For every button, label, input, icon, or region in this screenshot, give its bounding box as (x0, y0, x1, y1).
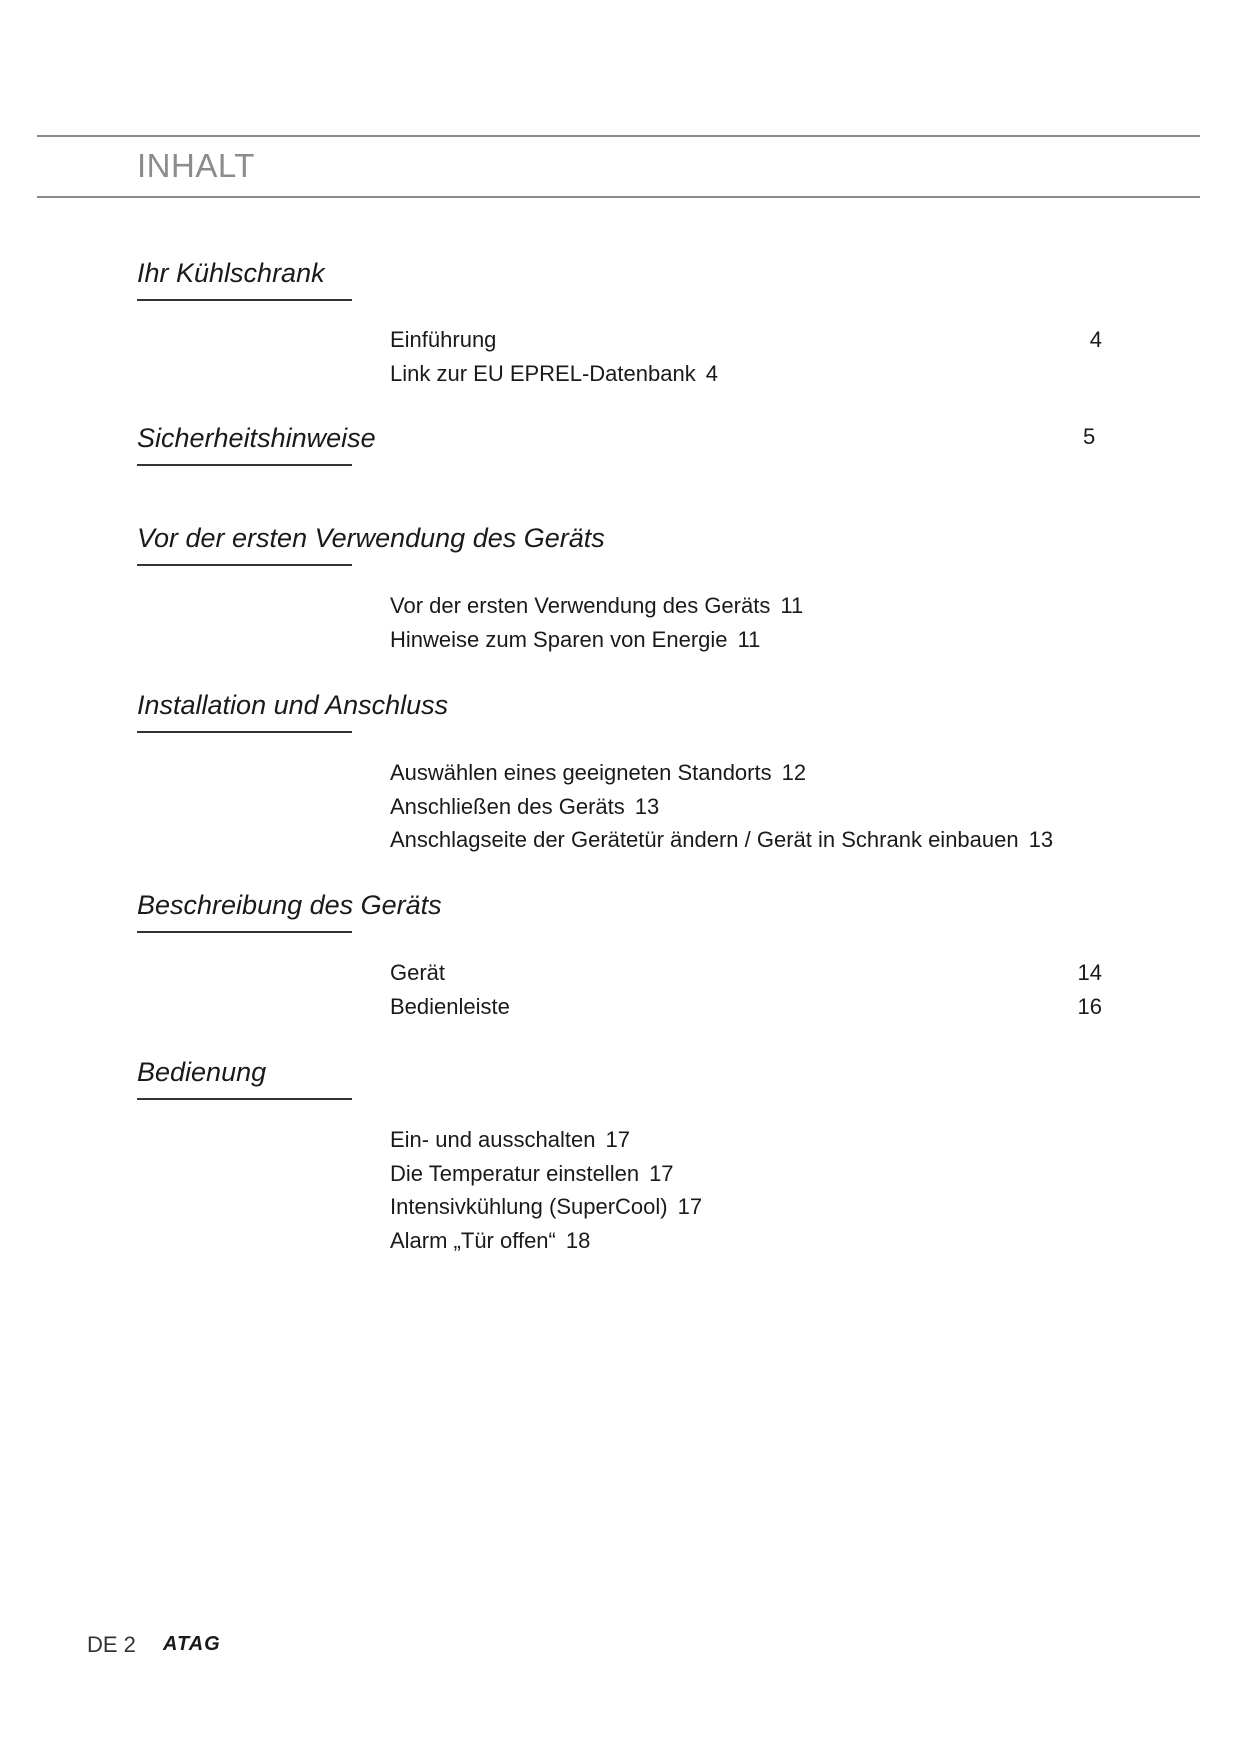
section-title: Bedienung (137, 1057, 267, 1087)
brand-logo: ATAG (163, 1633, 221, 1655)
section-title: Installation und Anschluss (137, 690, 449, 720)
toc-entry-page: 16 (1077, 993, 1102, 1019)
toc-entry[interactable] (390, 589, 1102, 623)
toc-entry-label: Alarm „Tür offen“ (390, 1227, 556, 1253)
toc-entry-page: 4 (1089, 327, 1102, 352)
toc-entry-label: Auswählen eines geeigneten Standorts (390, 760, 772, 785)
toc-entry-list (390, 756, 1102, 857)
toc-section (137, 421, 376, 466)
toc-entry-label: Bedienleiste (390, 993, 510, 1019)
toc-entry[interactable] (390, 1123, 1102, 1157)
toc-entry[interactable] (390, 623, 1102, 657)
toc-entry-list (390, 589, 1102, 656)
section-title: Beschreibung des Geräts (137, 890, 442, 920)
toc-entry-list (390, 323, 1102, 390)
toc-entry[interactable] (390, 1157, 1102, 1191)
page-title: INHALT (137, 147, 255, 184)
section-underline (137, 464, 352, 466)
toc-section (137, 688, 448, 733)
section-underline (137, 931, 352, 933)
toc-entry[interactable] (390, 1224, 1102, 1258)
section-underline (137, 1098, 352, 1100)
toc-entry-page: 18 (565, 1227, 591, 1253)
toc-entry-page: 17 (649, 1160, 674, 1186)
header-rule-top (37, 135, 1200, 137)
toc-entry-page: 13 (1028, 827, 1054, 852)
toc-section (137, 1055, 352, 1100)
toc-entry-label: Ein- und ausschalten (390, 1127, 596, 1152)
toc-entry[interactable] (390, 756, 1102, 790)
toc-entry-label: Anschlagseite der Gerätetür ändern / Gerät in Schrank einbauen (390, 827, 1019, 852)
toc-entry-label: Vor der ersten Verwendung des Geräts (390, 593, 771, 618)
toc-entry-label: Link zur EU EPREL-Datenbank (390, 360, 696, 386)
toc-entry[interactable] (390, 323, 1102, 357)
toc-entry-page: 11 (780, 593, 804, 618)
toc-entry[interactable] (390, 357, 1102, 391)
toc-section (137, 521, 605, 566)
toc-entry[interactable] (390, 790, 1102, 824)
toc-entry[interactable] (390, 1190, 1102, 1224)
footer-page-number: DE 2 (87, 1632, 136, 1657)
toc-entry[interactable] (390, 956, 1102, 990)
toc-entry-label: Gerät (390, 960, 446, 985)
header-rule-bottom (37, 196, 1200, 198)
toc-entry[interactable] (390, 990, 1102, 1024)
toc-entry-label: Intensivkühlung (SuperCool) (390, 1194, 668, 1219)
toc-entry-label: Anschließen des Geräts (390, 793, 625, 819)
toc-entry-page: 11 (737, 626, 761, 652)
toc-entry-page: 12 (781, 760, 807, 785)
toc-entry-page: 17 (605, 1127, 630, 1152)
toc-entry-page: 4 (705, 360, 718, 386)
toc-entry-list (390, 1123, 1102, 1257)
toc-entry-list (390, 956, 1102, 1023)
section-underline (137, 564, 352, 566)
toc-entry-page: 14 (1077, 960, 1102, 985)
toc-entry-label: Die Temperatur einstellen (390, 1160, 640, 1186)
section-title: Ihr Kühlschrank (137, 258, 325, 288)
toc-entry-label: Einführung (390, 327, 497, 352)
toc-entry[interactable] (390, 823, 1102, 857)
toc-entry-page: 17 (677, 1194, 703, 1219)
section-page: 5 (1083, 424, 1096, 449)
section-title: Sicherheitshinweise (137, 423, 376, 453)
section-underline (137, 731, 352, 733)
toc-section (137, 888, 442, 933)
toc-entry-page: 13 (634, 793, 660, 819)
toc-entry-label: Hinweise zum Sparen von Energie (390, 626, 728, 652)
section-underline (137, 299, 352, 301)
section-title: Vor der ersten Verwendung des Geräts (137, 523, 605, 553)
toc-section (137, 256, 352, 301)
